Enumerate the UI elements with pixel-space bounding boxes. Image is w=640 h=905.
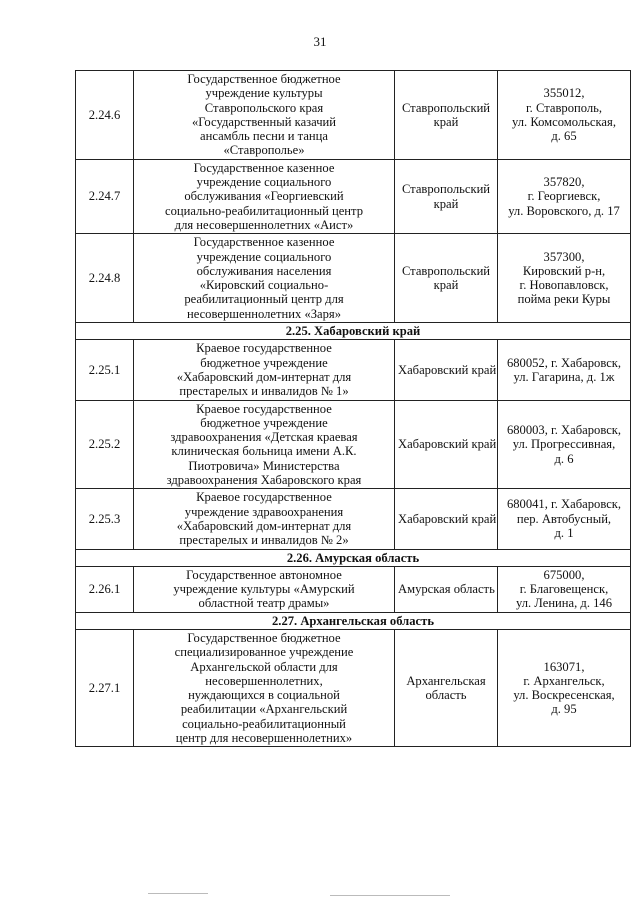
row-number: 2.25.3 (76, 489, 134, 549)
region-name-cell (395, 400, 498, 489)
institution-name-line: «Кировский социально- (199, 278, 329, 293)
institution-name-line: учреждение культуры «Амурский (173, 582, 355, 597)
institution-name-line: несовершеннолетних, (205, 673, 323, 688)
region-name-line: Ставропольский (401, 263, 491, 278)
section-header-row (76, 612, 631, 629)
institution-name-line: «Хабаровский дом-интернат для (176, 518, 352, 533)
address-line: г. Новопавловск, (519, 278, 609, 293)
region-name-cell (395, 340, 498, 400)
address-line: д. 6 (554, 451, 574, 466)
address-line: ул. Воровского, д. 17 (508, 203, 620, 218)
table-row (76, 234, 631, 323)
address-line: Кировский р-н, (522, 263, 606, 278)
region-name-line: Амурская область (398, 582, 495, 597)
institution-name-line: учреждение культуры (205, 86, 323, 101)
institution-name-line: учреждение социального (196, 175, 332, 190)
institution-name-line: реабилитационный центр для (184, 292, 344, 307)
address-line: ул. Гагарина, д. 1ж (513, 369, 615, 384)
address-line: 675000, (543, 567, 585, 582)
row-number: 2.24.6 (76, 71, 134, 160)
institution-name-cell (134, 234, 395, 323)
institution-name-line: Государственное казенное (193, 235, 335, 250)
institution-name-cell (134, 566, 395, 612)
address-line: 680052, г. Хабаровск, (506, 355, 622, 370)
institution-name-line: «Ставрополье» (223, 143, 305, 158)
address-cell (498, 159, 631, 233)
address-line: ул. Прогрессивная, (512, 437, 616, 452)
address-line: 357820, (543, 175, 585, 190)
institution-name-line: нуждающихся в социальной (188, 688, 340, 703)
table-row (76, 400, 631, 489)
institution-name-line: Краевое государственное (196, 341, 332, 356)
region-name-line: область (425, 688, 467, 703)
institution-name-line: Государственное бюджетное (187, 72, 341, 86)
institution-name-cell (134, 71, 395, 160)
region-name-line: Хабаровский край (398, 437, 497, 452)
region-name-line: Ставропольский (401, 182, 491, 197)
address-cell (498, 71, 631, 160)
table-body (76, 71, 631, 747)
address-line: ул. Комсомольская, (512, 114, 616, 129)
region-name-cell (395, 489, 498, 549)
region-name-line: Ставропольский (401, 100, 491, 115)
address-line: пойма реки Куры (517, 292, 611, 307)
institution-name-cell (134, 340, 395, 400)
region-name-line: край (433, 196, 459, 211)
section-title: 2.25. Хабаровский край (76, 323, 631, 340)
section-title: 2.27. Архангельская область (76, 612, 631, 629)
address-line: г. Георгиевск, (527, 189, 601, 204)
address-line: г. Ставрополь, (525, 100, 603, 115)
institution-name-line: центр для несовершеннолетних» (175, 731, 353, 746)
scan-artifact (148, 893, 208, 894)
institution-name-line: ансамбль песни и танца (200, 129, 328, 144)
institution-name-cell (134, 159, 395, 233)
table-row (76, 159, 631, 233)
address-cell (498, 340, 631, 400)
table-row (76, 71, 631, 160)
institution-name-line: здравоохранения Хабаровского края (166, 473, 362, 488)
address-line: ул. Воскресенская, (513, 688, 615, 703)
region-name-cell (395, 159, 498, 233)
address-line: д. 95 (551, 702, 577, 717)
region-name-line: край (433, 278, 459, 293)
address-line: 163071, (543, 659, 585, 674)
row-number: 2.25.1 (76, 340, 134, 400)
address-line: д. 1 (554, 526, 574, 541)
institution-name-line: Пиотровича» Министерства (188, 458, 340, 473)
region-name-line: Хабаровский край (398, 362, 497, 377)
institution-name-line: бюджетное учреждение (200, 355, 328, 370)
address-line: 680003, г. Хабаровск, (506, 422, 622, 437)
institution-name-cell (134, 489, 395, 549)
institution-name-line: Государственное бюджетное (187, 630, 341, 645)
institution-name-line: социально-реабилитационный (182, 716, 346, 731)
institution-name-line: социально-реабилитационный центр (164, 203, 363, 218)
institution-name-line: обслуживания населения (196, 263, 332, 278)
institution-name-line: несовершеннолетних «Заря» (186, 306, 342, 321)
institution-name-line: здравоохранения «Детская краевая (170, 430, 358, 445)
institution-name-line: Краевое государственное (196, 401, 332, 416)
institution-name-line: «Государственный казачий (191, 114, 337, 129)
region-name-line: Архангельская (406, 673, 486, 688)
institution-name-line: Государственное казенное (193, 160, 335, 175)
address-line: 680041, г. Хабаровск, (506, 497, 622, 512)
institution-name-line: престарелых и инвалидов № 2» (179, 533, 349, 548)
address-line: ул. Ленина, д. 146 (515, 596, 613, 611)
institution-name-line: клиническая больница имени А.К. (171, 444, 357, 459)
address-line: д. 65 (551, 129, 577, 144)
table-row (76, 340, 631, 400)
institution-name-line: Краевое государственное (196, 490, 332, 505)
institutions-table (75, 70, 631, 747)
institution-name-cell (134, 400, 395, 489)
institution-name-line: обслуживания «Георгиевский (184, 189, 344, 204)
address-line: 355012, (543, 86, 585, 101)
address-line: г. Архангельск, (523, 673, 605, 688)
table-row (76, 489, 631, 549)
institution-name-line: учреждение социального (196, 249, 332, 264)
address-cell (498, 234, 631, 323)
institution-name-line: для несовершеннолетних «Аист» (174, 217, 354, 232)
section-header-row (76, 549, 631, 566)
row-number: 2.24.7 (76, 159, 134, 233)
institution-name-line: учреждение здравоохранения (184, 504, 344, 519)
region-name-cell (395, 71, 498, 160)
institution-name-line: «Хабаровский дом-интернат для (176, 369, 352, 384)
table-row (76, 566, 631, 612)
row-number: 2.27.1 (76, 629, 134, 746)
institution-name-line: Государственное автономное (186, 567, 342, 582)
institution-name-line: областной театр драмы» (198, 596, 330, 611)
address-line: 357300, (543, 249, 585, 264)
institution-name-line: специализированное учреждение (174, 645, 354, 660)
institution-name-line: Ставропольского края (204, 100, 324, 115)
row-number: 2.25.2 (76, 400, 134, 489)
row-number: 2.24.8 (76, 234, 134, 323)
address-cell (498, 489, 631, 549)
institution-name-line: бюджетное учреждение (200, 415, 328, 430)
address-cell (498, 400, 631, 489)
region-name-cell (395, 234, 498, 323)
section-header-row (76, 323, 631, 340)
address-cell (498, 566, 631, 612)
address-cell (498, 629, 631, 746)
region-name-line: Хабаровский край (398, 511, 497, 526)
page-number: 31 (313, 34, 327, 49)
institution-name-cell (134, 629, 395, 746)
row-number: 2.26.1 (76, 566, 134, 612)
table-row (76, 629, 631, 746)
scan-artifact (330, 895, 450, 896)
region-name-cell (395, 629, 498, 746)
region-name-line: край (433, 114, 459, 129)
institution-name-line: реабилитации «Архангельский (180, 702, 348, 717)
address-line: пер. Автобусный, (516, 511, 612, 526)
region-name-cell (395, 566, 498, 612)
institution-name-line: Архангельской области для (190, 659, 338, 674)
address-line: г. Благовещенск, (519, 582, 609, 597)
section-title: 2.26. Амурская область (76, 549, 631, 566)
institution-name-line: престарелых и инвалидов № 1» (179, 384, 349, 399)
